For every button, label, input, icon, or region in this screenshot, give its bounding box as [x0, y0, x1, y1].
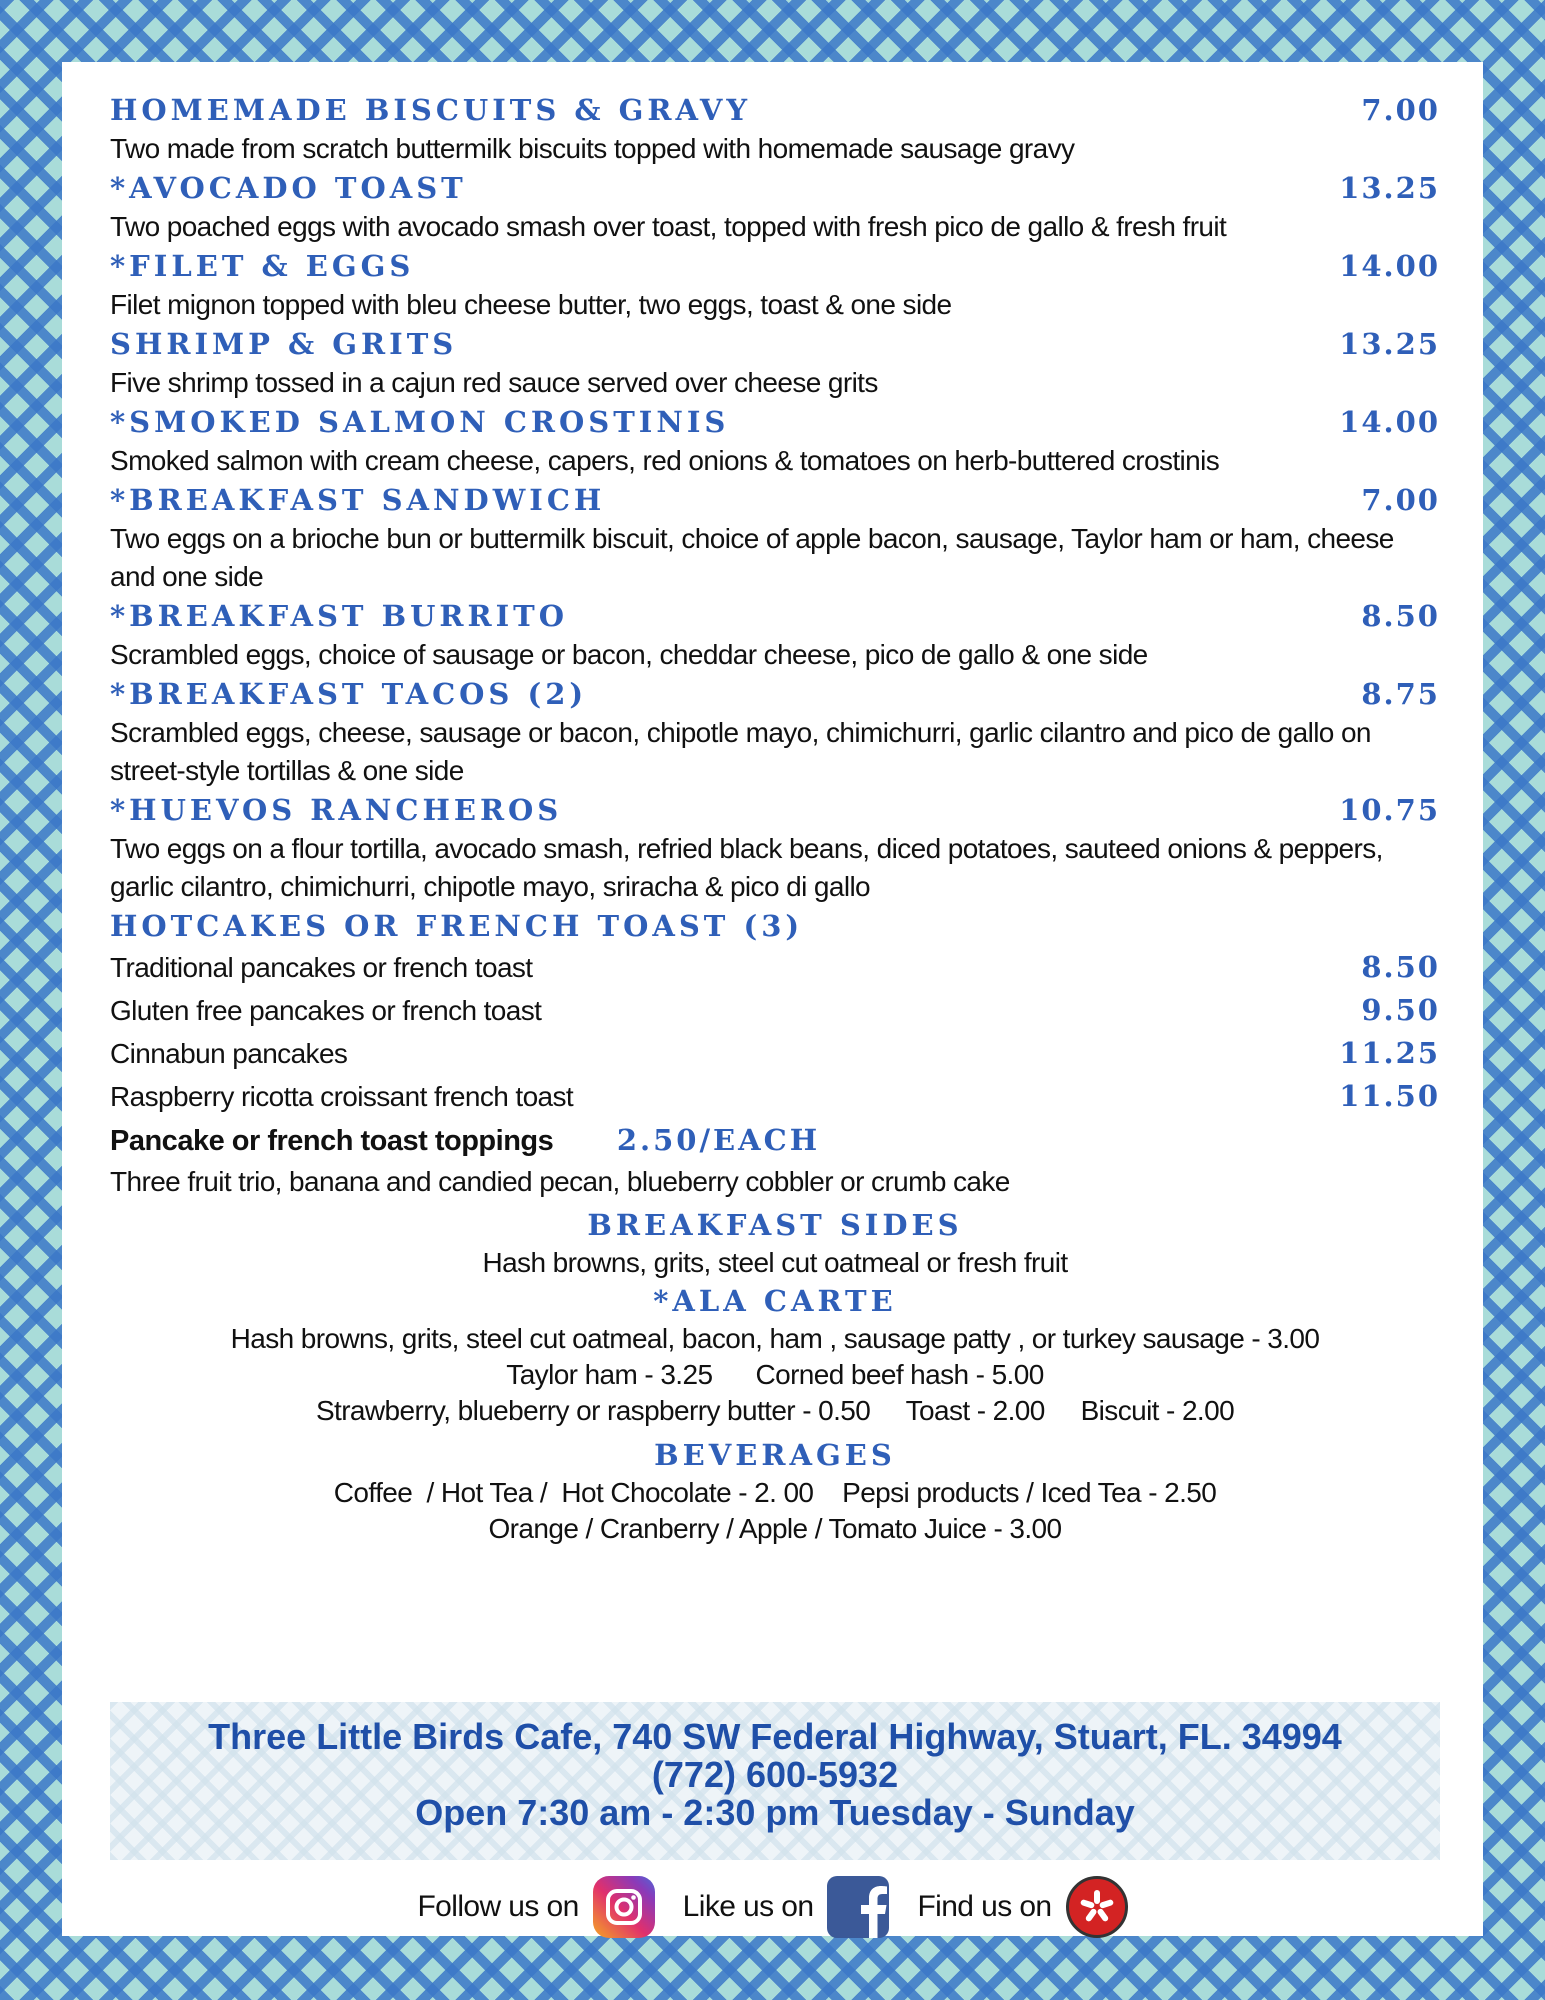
- toppings-description: Three fruit trio, banana and candied pecan, blueberry cobbler or crumb cake: [110, 1166, 1010, 1197]
- footer-info-box: [110, 1702, 1440, 1860]
- item-description: Five shrimp tossed in a cajun red sauce served over cheese grits: [110, 367, 878, 398]
- hotcakes-row-name: Traditional pancakes or french toast: [110, 952, 533, 983]
- hotcakes-row: [110, 1075, 1440, 1118]
- ala-carte-title: *ALA CARTE: [653, 1284, 897, 1318]
- item-price: 13.25: [1339, 327, 1440, 361]
- item-name: *BREAKFAST SANDWICH: [110, 483, 606, 517]
- yelp-icon[interactable]: [1066, 1876, 1128, 1938]
- item-name: *BREAKFAST BURRITO: [110, 599, 569, 633]
- menu-card: [62, 62, 1483, 1936]
- item-description: Two poached eggs with avocado smash over toast, topped with fresh pico de gallo & fresh fruit: [110, 211, 1227, 242]
- item-price: 7.00: [1361, 483, 1440, 517]
- item-description: Scrambled eggs, choice of sausage or bacon, cheddar cheese, pico de gallo & one side: [110, 639, 1148, 670]
- item-price: 10.75: [1339, 793, 1440, 827]
- footer-address: Three Little Birds Cafe, 740 SW Federal Highway, Stuart, FL. 34994: [208, 1716, 1342, 1757]
- item-price: 8.50: [1361, 599, 1440, 633]
- menu-item-heading: [110, 90, 1440, 130]
- item-name: *AVOCADO TOAST: [110, 171, 467, 205]
- menu-item-heading: [110, 790, 1440, 830]
- item-price: 13.25: [1339, 171, 1440, 205]
- item-name: HOMEMADE BISCUITS & GRAVY: [110, 93, 752, 127]
- item-price: 14.00: [1339, 405, 1440, 439]
- footer-hours: Open 7:30 am - 2:30 pm Tuesday - Sunday: [415, 1792, 1135, 1833]
- item-name: *HUEVOS RANCHEROS: [110, 793, 563, 827]
- item-name: SHRIMP & GRITS: [110, 327, 458, 361]
- menu-item-heading: [110, 596, 1440, 636]
- item-price: 14.00: [1339, 249, 1440, 283]
- hotcakes-row: [110, 1032, 1440, 1075]
- item-description: Two eggs on a flour tortilla, avocado smash, refried black beans, diced potatoes, sauteed onions & peppers, garlic cilantro, chimichurri, chipotle mayo, sriracha & pico di gallo: [110, 833, 1383, 902]
- item-name: *BREAKFAST TACOS (2): [110, 677, 588, 711]
- hotcakes-heading: [110, 906, 1440, 946]
- footer-phone: (772) 600-5932: [651, 1754, 899, 1795]
- sides-text: Hash browns, grits, steel cut oatmeal or fresh fruit: [482, 1247, 1068, 1278]
- menu-item-heading: [110, 480, 1440, 520]
- hotcakes-row-price: 11.25: [1339, 1036, 1440, 1070]
- toppings-line: [110, 1118, 1440, 1163]
- hotcakes-row-name: Gluten free pancakes or french toast: [110, 995, 542, 1026]
- hotcakes-row: [110, 946, 1440, 989]
- facebook-icon[interactable]: [827, 1876, 889, 1938]
- hotcakes-row-price: 11.50: [1339, 1079, 1440, 1113]
- item-description: Smoked salmon with cream cheese, capers, red onions & tomatoes on herb-buttered crostinis: [110, 445, 1220, 476]
- item-name: *SMOKED SALMON CROSTINIS: [110, 405, 730, 439]
- menu-item-heading: [110, 324, 1440, 364]
- item-description: Two made from scratch buttermilk biscuits topped with homemade sausage gravy: [110, 133, 1075, 164]
- ala-carte-line: Taylor ham - 3.25 Corned beef hash - 5.00: [506, 1359, 1044, 1390]
- menu-item-heading: [110, 402, 1440, 442]
- item-price: 8.75: [1361, 677, 1440, 711]
- hotcakes-title: HOTCAKES OR FRENCH TOAST (3): [110, 909, 804, 943]
- item-name: *FILET & EGGS: [110, 249, 415, 283]
- ala-carte-line: Hash browns, grits, steel cut oatmeal, bacon, ham , sausage patty , or turkey sausage - 3.00: [230, 1323, 1320, 1354]
- sides-title: BREAKFAST SIDES: [587, 1208, 963, 1242]
- beverages-title: BEVERAGES: [654, 1438, 896, 1472]
- hotcakes-row-price: 8.50: [1361, 950, 1440, 984]
- menu-item-heading: [110, 246, 1440, 286]
- beverages-line: Coffee / Hot Tea / Hot Chocolate - 2. 00 Pepsi products / Iced Tea - 2.50: [333, 1477, 1217, 1508]
- hotcakes-row-name: Cinnabun pancakes: [110, 1038, 348, 1069]
- hotcakes-row-name: Raspberry ricotta croissant french toast: [110, 1081, 574, 1112]
- instagram-icon[interactable]: [593, 1876, 655, 1938]
- item-description: Two eggs on a brioche bun or buttermilk biscuit, choice of apple bacon, sausage, Taylor ham or ham, cheese and one side: [110, 523, 1394, 592]
- like-label: Like us on: [682, 1890, 814, 1923]
- menu-content: [110, 90, 1440, 1547]
- item-description: Scrambled eggs, cheese, sausage or bacon, chipotle mayo, chimichurri, garlic cilantro and pico de gallo on street-style tortillas & one side: [110, 717, 1371, 786]
- item-description: Filet mignon topped with bleu cheese butter, two eggs, toast & one side: [110, 289, 952, 320]
- hotcakes-row-price: 9.50: [1361, 993, 1440, 1027]
- item-price: 7.00: [1361, 93, 1440, 127]
- find-label: Find us on: [917, 1890, 1052, 1923]
- follow-label: Follow us on: [417, 1890, 579, 1923]
- hotcakes-row: [110, 989, 1440, 1032]
- social-bar: [62, 1872, 1483, 1942]
- toppings-label: Pancake or french toast toppings: [110, 1125, 554, 1157]
- toppings-price: 2.50/EACH: [616, 1123, 821, 1157]
- menu-item-heading: [110, 674, 1440, 714]
- ala-carte-line: Strawberry, blueberry or raspberry butter - 0.50 Toast - 2.00 Biscuit - 2.00: [315, 1395, 1235, 1426]
- menu-item-heading: [110, 168, 1440, 208]
- beverages-line: Orange / Cranberry / Apple / Tomato Juice - 3.00: [488, 1513, 1062, 1544]
